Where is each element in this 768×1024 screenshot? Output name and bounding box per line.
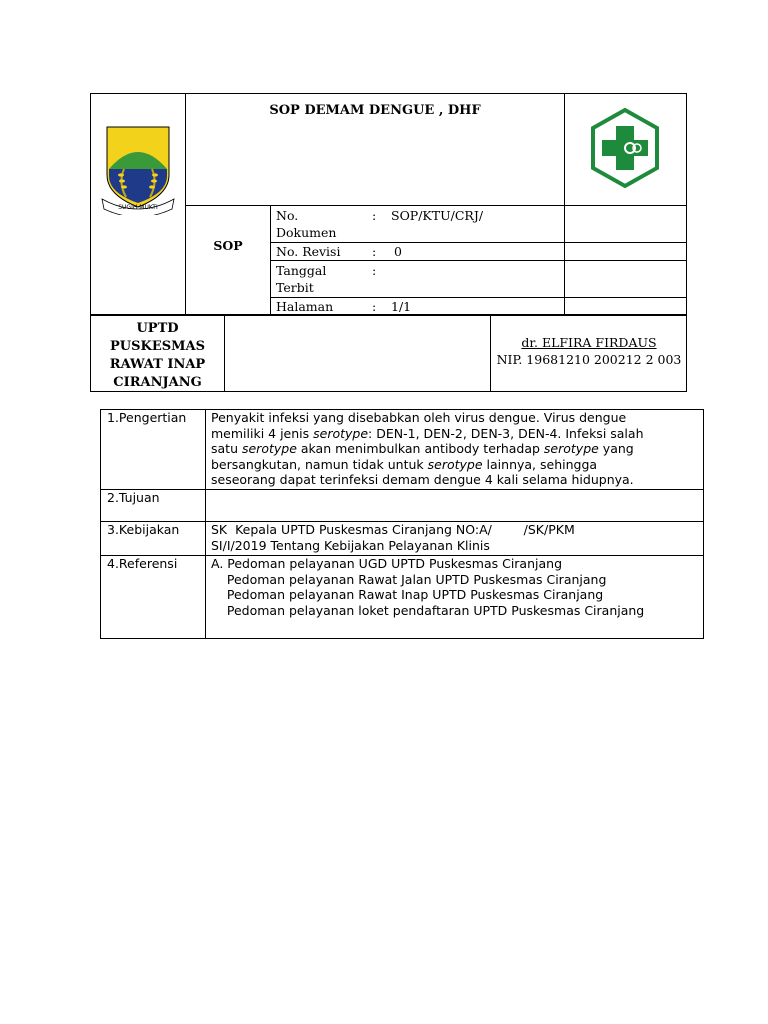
text-segment: serotype	[241, 441, 297, 456]
row-body-kebijakan	[211, 522, 575, 553]
divider	[224, 315, 225, 392]
org-line: CIRANJANG	[113, 375, 202, 390]
puskesmas-logo	[590, 108, 660, 190]
text-line	[211, 522, 575, 538]
meta-label-tanggal-terbit-line2: Terbit	[276, 280, 314, 295]
text-segment: SI/I/2019 Tentang Kebijakan Pelayanan Klinis	[211, 537, 490, 553]
row-label-kebijakan: 3.Kebijakan	[107, 522, 180, 537]
divider	[185, 205, 687, 206]
text-segment: SK Kepala UPTD Puskesmas Ciranjang NO:A/ /SK/PKM	[211, 522, 575, 537]
text-segment: serotype	[313, 425, 369, 441]
org-line: UPTD	[136, 321, 179, 336]
divider	[100, 489, 704, 490]
text-segment: Pedoman pelayanan loket pendaftaran UPTD Puskesmas Ciranjang	[211, 602, 645, 618]
text-segment: A. Pedoman pelayanan UGD UPTD Puskesmas Ciranjang	[211, 556, 563, 571]
meta-label-no-dokumen-line2: Dokumen	[276, 225, 337, 240]
text-segment: yang	[598, 441, 634, 456]
divider	[185, 93, 186, 315]
row-label-referensi: 4.Referensi	[107, 556, 178, 571]
text-line	[211, 587, 644, 603]
sop-label: SOP	[213, 238, 243, 253]
meta-label-halaman: Halaman	[276, 299, 334, 314]
signer-name: dr. ELFIRA FIRDAUS	[521, 335, 657, 350]
divider	[270, 242, 687, 243]
signer-nip: NIP. 19681210 200212 2 003	[496, 352, 682, 367]
text-segment: satu	[211, 441, 242, 456]
crest-banner-text: SUGIH MUKTI	[118, 204, 158, 211]
divider	[270, 297, 687, 298]
organization-name	[91, 320, 224, 392]
row-label-tujuan: 2.Tujuan	[107, 490, 160, 505]
text-segment: memiliki 4 jenis	[211, 425, 314, 441]
meta-value-no-revisi: 0	[394, 244, 402, 259]
meta-colon: :	[372, 244, 377, 259]
puskesmas-cross-icon	[590, 108, 660, 190]
org-line: PUSKESMAS	[110, 339, 205, 354]
divider	[564, 93, 565, 315]
row-body-pengertian	[211, 410, 644, 488]
meta-colon: :	[372, 263, 377, 278]
regency-crest-icon	[98, 123, 178, 215]
meta-label-tanggal-terbit: Tanggal	[276, 263, 327, 278]
text-line	[211, 457, 644, 473]
text-line	[211, 538, 575, 554]
regency-crest-logo	[98, 123, 178, 215]
text-line	[211, 441, 644, 457]
divider	[205, 409, 206, 639]
meta-label-no-revisi: No. Revisi	[276, 244, 341, 259]
text-line	[211, 410, 644, 426]
text-segment: Penyakit infeksi yang disebabkan oleh virus dengue. Virus dengue	[211, 410, 627, 425]
text-segment: bersangkutan, namun tidak untuk	[211, 456, 428, 472]
text-segment: akan menimbulkan antibody terhadap	[296, 441, 544, 456]
text-line	[211, 472, 644, 488]
text-line	[211, 556, 644, 572]
meta-colon: :	[372, 208, 377, 223]
text-segment: serotype	[427, 456, 483, 472]
row-label-pengertian: 1.Pengertian	[107, 410, 187, 425]
meta-colon: :	[372, 299, 377, 314]
text-line	[211, 603, 644, 619]
divider	[270, 260, 687, 261]
text-segment: Pedoman pelayanan Rawat Inap UPTD Puskesmas Ciranjang	[211, 587, 604, 602]
text-segment: serotype	[543, 441, 599, 456]
text-line	[211, 426, 644, 442]
text-segment: Pedoman pelayanan Rawat Jalan UPTD Puskesmas Ciranjang	[211, 571, 607, 587]
text-segment: seseorang dapat terinfeksi demam dengue 4 kali selama hidupnya.	[211, 472, 634, 487]
document-title: SOP DEMAM DENGUE , DHF	[269, 103, 481, 118]
row-body-referensi	[211, 556, 644, 618]
meta-label-no-dokumen: No.	[276, 208, 299, 223]
text-segment: : DEN-1, DEN-2, DEN-3, DEN-4. Infeksi salah	[368, 425, 644, 441]
org-line: RAWAT INAP	[109, 357, 206, 372]
meta-value-no-dokumen: SOP/KTU/CRJ/	[391, 208, 484, 223]
text-segment: lainnya, sehingga	[482, 456, 598, 472]
text-line	[211, 572, 644, 588]
meta-value-halaman: 1/1	[391, 299, 412, 314]
